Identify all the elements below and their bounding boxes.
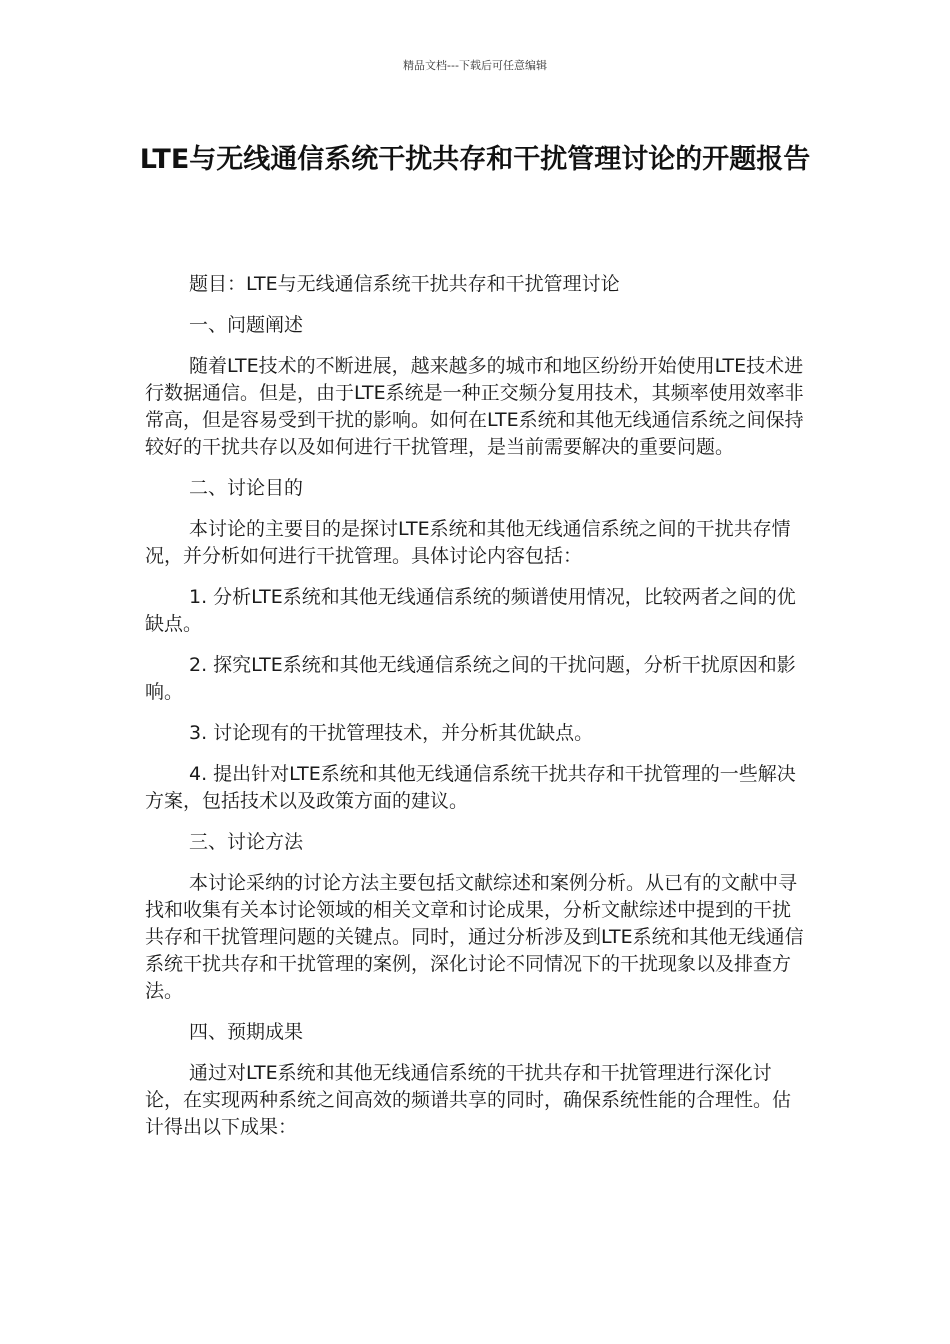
topic-line: 题目：LTE与无线通信系统干扰共存和干扰管理讨论: [189, 273, 620, 295]
header-note: 精品文档---下载后可任意编辑: [403, 59, 547, 72]
purpose-item-3: 3. 讨论现有的干扰管理技术，并分析其优缺点。: [189, 722, 594, 744]
section-heading-problem: 一、问题阐述: [189, 314, 304, 336]
purpose-item-2: 2. 探究LTE系统和其他无线通信系统之间的干扰问题，分析干扰原因和影响。: [145, 654, 796, 703]
document-title: LTE与无线通信系统干扰共存和干扰管理讨论的开题报告: [139, 144, 811, 175]
method-paragraph: 本讨论采纳的讨论方法主要包括文献综述和案例分析。从已有的文献中寻找和收集有关本讨论领域的相关文章和讨论成果，分析文献综述中提到的干扰共存和干扰管理问题的关键点。同时，通过分析涉及到LTE系统和其他无线通信系统干扰共存和干扰管理的案例，深化讨论不同情况下的干扰现象以及排查方法。: [145, 872, 804, 1002]
results-paragraph: 通过对LTE系统和其他无线通信系统的干扰共存和干扰管理进行深化讨论，在实现两种系统之间高效的频谱共享的同时，确保系统性能的合理性。估计得出以下成果：: [145, 1062, 792, 1138]
purpose-item-4: 4. 提出针对LTE系统和其他无线通信系统干扰共存和干扰管理的一些解决方案，包括技术以及政策方面的建议。: [145, 763, 796, 812]
section-heading-results: 四、预期成果: [189, 1021, 304, 1043]
purpose-paragraph: 本讨论的主要目的是探讨LTE系统和其他无线通信系统之间的干扰共存情况，并分析如何进行干扰管理。具体讨论内容包括：: [145, 518, 791, 567]
purpose-item-1: 1. 分析LTE系统和其他无线通信系统的频谱使用情况，比较两者之间的优缺点。: [145, 586, 796, 635]
section-heading-purpose: 二、讨论目的: [189, 477, 304, 499]
document-body: [145, 271, 805, 1155]
section-heading-method: 三、讨论方法: [189, 831, 304, 853]
problem-paragraph: 随着LTE技术的不断进展，越来越多的城市和地区纷纷开始使用LTE技术进行数据通信。但是，由于LTE系统是一种正交频分复用技术，其频率使用效率非常高，但是容易受到干扰的影响。如何在LTE系统和其他无线通信系统之间保持较好的干扰共存以及如何进行干扰管理，是当前需要解决的重要问题。: [145, 355, 804, 458]
